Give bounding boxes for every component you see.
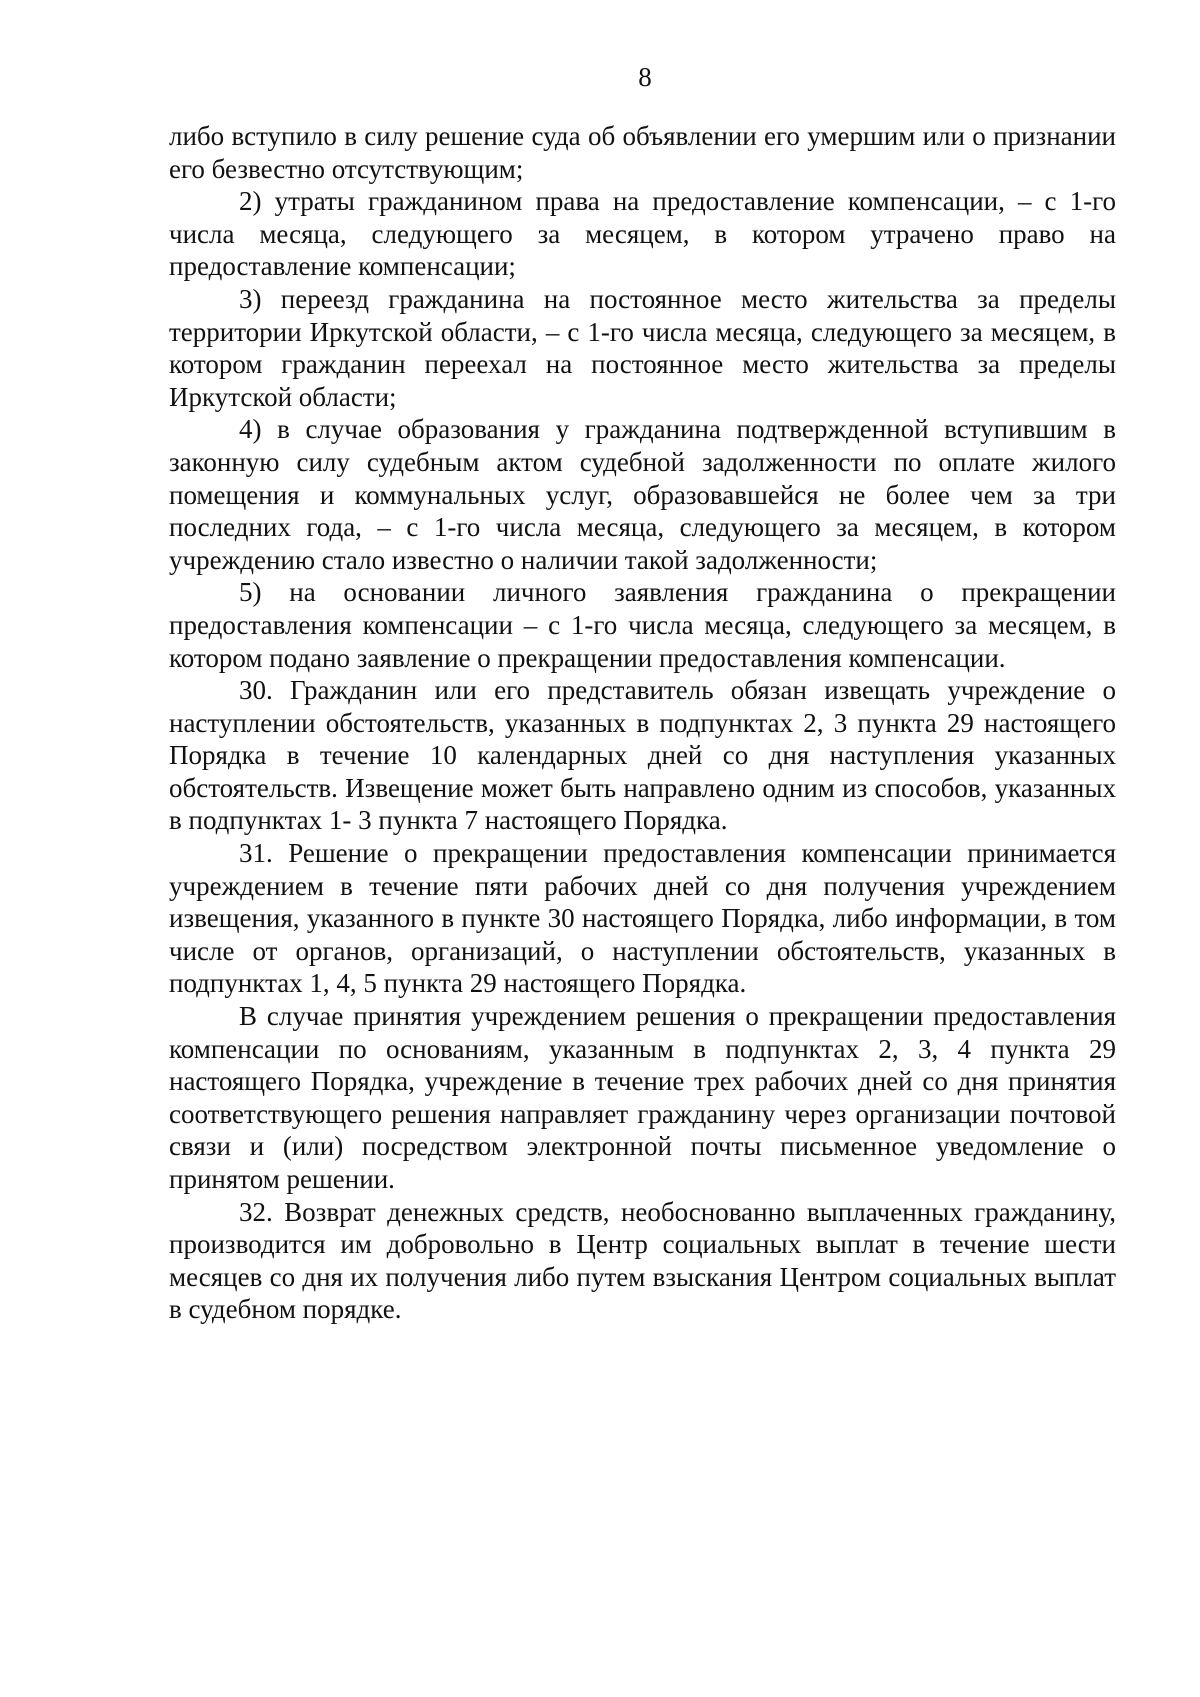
- paragraph-clause-31-continued: В случае принятия учреждением решения о прекращении предоставления компенсации по основаниям, указанным в подпунктах 2, 3, 4 пункта 29 настоящего Порядка, учреждение в течение трех рабочих дней со дня принятия соответствующего решения направляет гражданину через организации почтовой связи и (или) посредством электронной почты письменное уведомление о принятом решении.: [169, 1001, 1116, 1194]
- paragraph-item-3: 3) переезд гражданина на постоянное место жительства за пределы территории Иркутской области, – с 1-го числа месяца, следующего за месяцем, в котором гражданин переехал на постоянное место жительства за пределы Иркутской области;: [169, 283, 1116, 412]
- paragraph-item-5: 5) на основании личного заявления гражданина о прекращении предоставления компенсации – с 1-го числа месяца, следующего за месяцем, в котором подано заявление о прекращении предоставления компенсации.: [169, 577, 1116, 673]
- paragraph-item-4: 4) в случае образования у гражданина подтвержденной вступившим в законную силу судебным актом судебной задолженности по оплате жилого помещения и коммунальных услуг, образовавшейся не более чем за три последних года, – с 1-го числа месяца, следующего за месяцем, в котором учреждению стало известно о наличии такой задолженности;: [169, 414, 1116, 575]
- paragraph-clause-31: 31. Решение о прекращении предоставления компенсации принимается учреждением в течение пяти рабочих дней со дня получения учреждением извещения, указанного в пункте 30 настоящего Порядка, либо информации, в том числе от органов, организаций, о наступлении обстоятельств, указанных в подпунктах 1, 4, 5 пункта 29 настоящего Порядка.: [169, 838, 1116, 999]
- paragraph-item-2: 2) утраты гражданином права на предоставление компенсации, – с 1-го числа месяца, следующего за месяцем, в котором утрачено право на предоставление компенсации;: [169, 186, 1116, 282]
- paragraph-clause-32: 32. Возврат денежных средств, необоснованно выплаченных гражданину, производится им добровольно в Центр социальных выплат в течение шести месяцев со дня их получения либо путем взыскания Центром социальных выплат в судебном порядке.: [169, 1196, 1116, 1325]
- page-number: 8: [638, 62, 652, 92]
- paragraph-clause-30: 30. Гражданин или его представитель обязан извещать учреждение о наступлении обстоятельств, указанных в подпунктах 2, 3 пункта 29 настоящего Порядка в течение 10 календарных дней со дня наступления указанных обстоятельств. Извещение может быть направлено одним из способов, указанных в подпунктах 1- 3 пункта 7 настоящего Порядка.: [169, 675, 1116, 836]
- paragraph-continuation: либо вступило в силу решение суда об объявлении его умершим или о признании его безвестно отсутствующим;: [169, 121, 1116, 184]
- document-body: [169, 120, 1116, 1326]
